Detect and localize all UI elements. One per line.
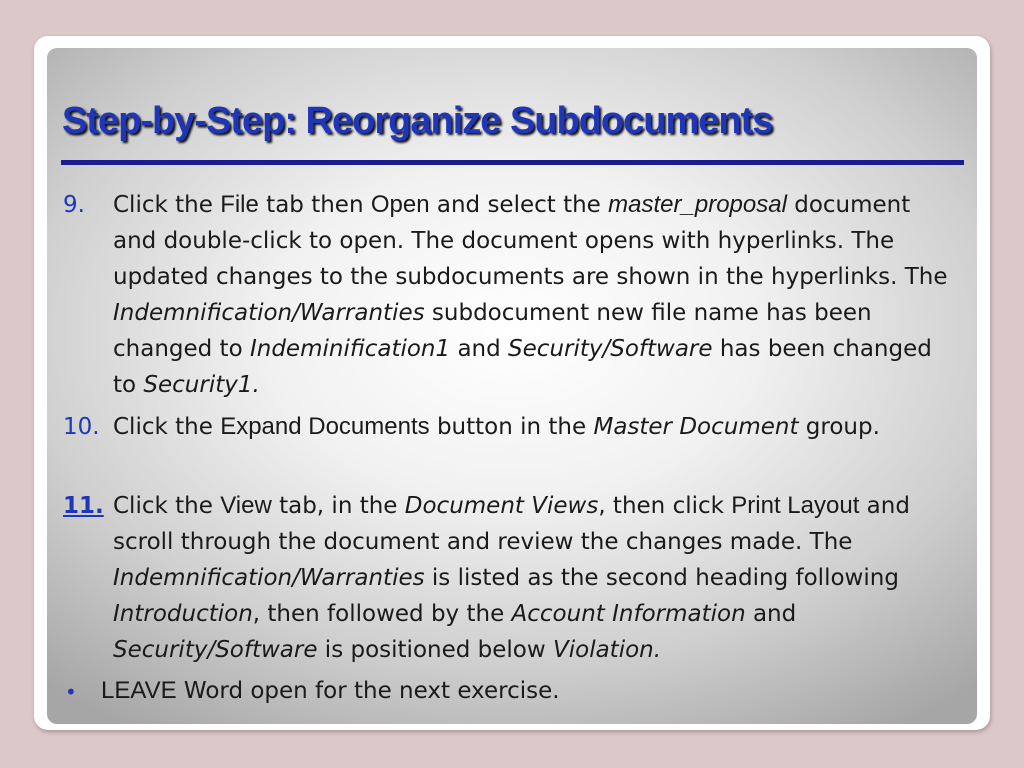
step-11-seg: Click the bbox=[113, 493, 221, 519]
step-11-indemnification: Indemnification/Warranties bbox=[113, 565, 425, 591]
step-10-text bbox=[113, 409, 953, 445]
bullet-text bbox=[101, 673, 941, 709]
step-11-security-software: Security/Software bbox=[113, 637, 318, 663]
step-11-document-views: Document Views bbox=[404, 493, 599, 519]
step-9-indeminification1: Indeminification1 bbox=[249, 336, 451, 362]
step-9-text bbox=[113, 187, 953, 403]
step-9-seg: document and double-click to open. The document opens with hyperlinks. The updated changes to the subdocuments are shown in the hyperlinks. The bbox=[113, 192, 948, 290]
step-number-9: 9. bbox=[63, 192, 85, 218]
step-11-introduction: Introduction bbox=[113, 601, 253, 627]
step-9-seg: subdocument new file name has been changed to bbox=[113, 300, 872, 362]
step-9-security-software: Security/Software bbox=[508, 336, 713, 362]
step-11-print-layout: Print Layout bbox=[731, 492, 860, 519]
step-11-view: View bbox=[220, 492, 272, 519]
step-9-file: File bbox=[220, 191, 259, 218]
step-11-seg: tab, in the bbox=[271, 493, 405, 519]
step-9-security1: Security1. bbox=[143, 372, 260, 398]
step-11-seg: and scroll through the document and review the changes made. The bbox=[113, 493, 910, 555]
step-9-open: Open bbox=[370, 191, 430, 218]
step-10-seg: button in the bbox=[429, 414, 594, 440]
step-9-seg: has been changed to bbox=[113, 336, 932, 398]
step-11-seg: is positioned below bbox=[317, 637, 553, 663]
slide-title: Step-by-Step: Reorganize Subdocuments bbox=[62, 100, 773, 142]
step-11-seg: , then click bbox=[598, 493, 732, 519]
step-10-expand-documents: Expand Documents bbox=[220, 413, 430, 440]
step-9-seg: and select the bbox=[429, 192, 609, 218]
bullet-leave: LEAVE bbox=[101, 677, 177, 704]
step-11-seg: , then followed by the bbox=[252, 601, 512, 627]
step-number-11: 11. bbox=[63, 493, 104, 519]
bullet-icon: • bbox=[65, 680, 77, 704]
step-10-master-document: Master Document bbox=[593, 414, 799, 440]
step-9-master-proposal: master_proposal bbox=[608, 191, 787, 218]
step-9-seg: tab then bbox=[258, 192, 371, 218]
step-9-indemnification: Indemnification/Warranties bbox=[113, 300, 425, 326]
step-11-account-information: Account Information bbox=[511, 601, 746, 627]
step-11-seg: is listed as the second heading following bbox=[424, 565, 899, 591]
step-9-seg: Click the bbox=[113, 192, 221, 218]
step-11-text bbox=[113, 488, 953, 668]
step-number-10: 10. bbox=[63, 414, 100, 440]
step-9-seg: and bbox=[450, 336, 509, 362]
step-10-seg: group. bbox=[798, 414, 880, 440]
step-11-violation: Violation. bbox=[553, 637, 662, 663]
step-10-seg: Click the bbox=[113, 414, 221, 440]
step-11-seg: and bbox=[745, 601, 797, 627]
bullet-seg: Word open for the next exercise. bbox=[176, 678, 560, 704]
